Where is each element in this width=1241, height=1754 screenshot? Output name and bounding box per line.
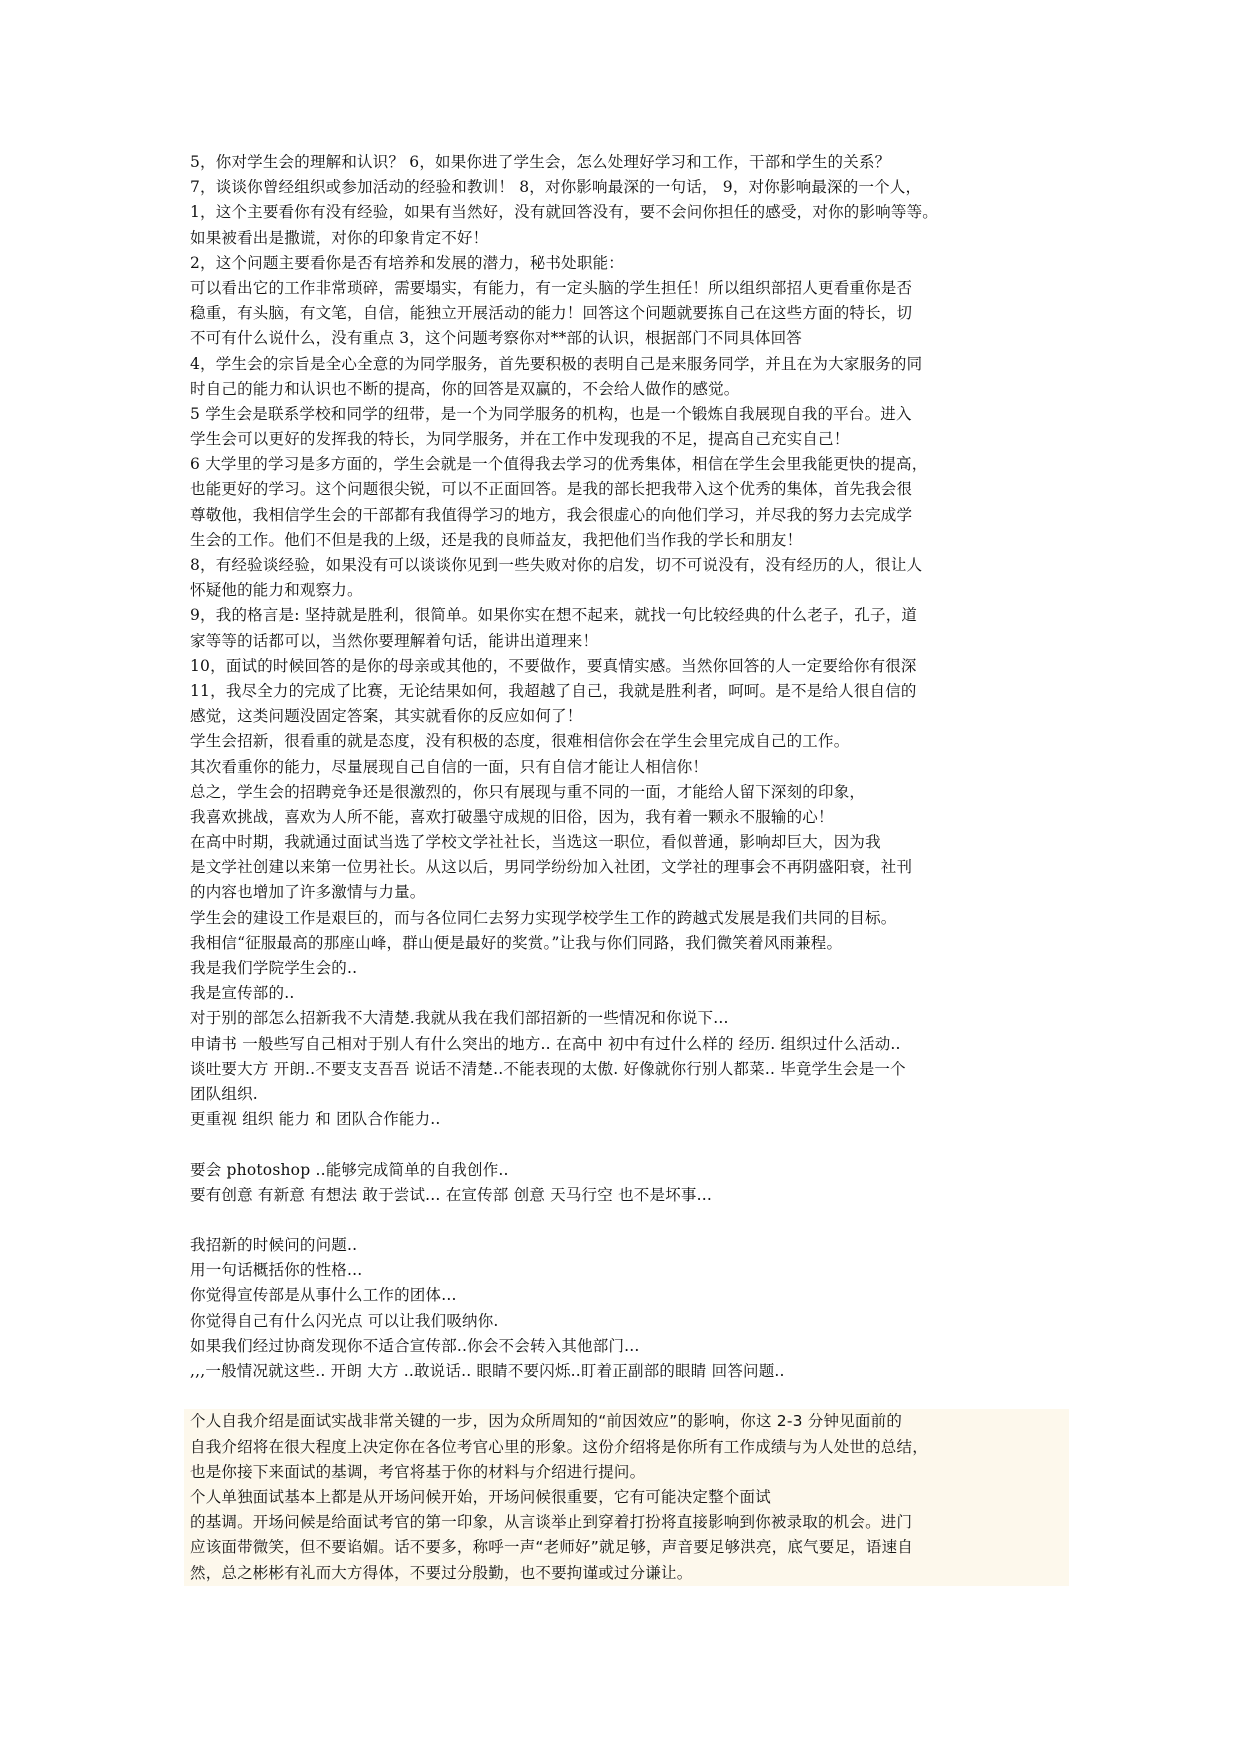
text-line: 我是宣传部的.. bbox=[190, 984, 295, 1003]
text-line: 如果被看出是撒谎，对你的印象肯定不好！ bbox=[190, 228, 489, 247]
text-line: ,,,一般情况就这些.. 开朗 大方 ..敢说话.. 眼睛不要闪烁..盯着正副部的眼睛 回答问题.. bbox=[190, 1362, 785, 1380]
text-line: 应该面带微笑，但不要谄媚。话不要多，称呼一声“老师好”就足够，声音要足够洪亮，底气要足，语速自 bbox=[190, 1538, 913, 1557]
text-line: 个人单独面试基本上都是从开场问候开始，开场问候很重要，它有可能决定整个面试 bbox=[190, 1487, 771, 1506]
text-line: 要有创意 有新意 有想法 敢于尝试... 在宣传部 创意 天马行空 也不是坏事... bbox=[190, 1185, 712, 1204]
text-line: 感觉，这类问题没固定答案，其实就看你的反应如何了！ bbox=[190, 707, 583, 726]
text-line: 9，我的格言是: 坚持就是胜利，很简单。如果你实在想不起来，就找一句比较经典的什么老子，孔子，道 bbox=[190, 606, 918, 625]
main-text bbox=[190, 150, 1075, 1409]
text-line: 用一句话概括你的性格... bbox=[190, 1261, 363, 1280]
text-line: 5，你对学生会的理解和认识？ 6，如果你进了学生会，怎么处理好学习和工作，干部和学生的关系？ bbox=[190, 153, 891, 171]
text-line: 的内容也增加了许多激情与力量。 bbox=[190, 883, 426, 902]
text-line: 团队组织. bbox=[190, 1084, 258, 1103]
text-line: 尊敬他，我相信学生会的干部都有我值得学习的地方，我会很虚心的向他们学习，并尽我的努力去完成学 bbox=[190, 505, 913, 524]
text-line: 学生会的建设工作是艰巨的，而与各位同仁去努力实现学校学生工作的跨越式发展是我们共同的目标。 bbox=[190, 908, 897, 927]
text-line: 我是我们学院学生会的.. bbox=[190, 959, 358, 977]
blank-line bbox=[190, 1132, 1075, 1157]
text-line: 总之，学生会的招聘竞争还是很激烈的，你只有展现与重不同的一面，才能给人留下深刻的印象， bbox=[190, 782, 866, 801]
text-line: 6 大学里的学习是多方面的，学生会就是一个值得我去学习的优秀集体，相信在学生会里我能更快的提高， bbox=[190, 455, 928, 474]
text-line: 1，这个主要看你有没有经验，如果有当然好，没有就回答没有，要不会问你担任的感受，对你的影响等等。 bbox=[190, 203, 938, 222]
highlighted-section bbox=[184, 1409, 1069, 1585]
text-line: 你觉得宣传部是从事什么工作的团体... bbox=[190, 1286, 457, 1305]
text-line: 学生会招新，很看重的就是态度，没有积极的态度，很难相信你会在学生会里完成自己的工作。 bbox=[190, 732, 850, 751]
text-line: 要会 photoshop ..能够完成简单的自我创作.. bbox=[190, 1160, 509, 1179]
text-line: 我招新的时候问的问题.. bbox=[190, 1236, 358, 1255]
text-line: 更重视 组织 能力 和 团队合作能力.. bbox=[190, 1110, 441, 1129]
text-line: 可以看出它的工作非常琐碎，需要塌实，有能力，有一定头脑的学生担任！所以组织部招人更看重你是否 bbox=[190, 278, 913, 297]
text-line: 家等等的话都可以，当然你要理解着句话，能讲出道理来！ bbox=[190, 631, 599, 650]
text-line: 谈吐要大方 开朗..不要支支吾吾 说话不清楚..不能表现的太傲. 好像就你行别人都菜.. 毕竟学生会是一个 bbox=[190, 1059, 906, 1078]
text-line: 10，面试的时候回答的是你的母亲或其他的，不要做作，要真情实感。当然你回答的人一定要给你有很深 bbox=[190, 656, 917, 675]
text-line: 学生会可以更好的发挥我的特长，为同学服务，并在工作中发现我的不足，提高自己充实自己！ bbox=[190, 430, 850, 449]
text-line: 我喜欢挑战，喜欢为人所不能，喜欢打破墨守成规的旧俗，因为，我有着一颗永不服输的心！ bbox=[190, 807, 834, 826]
text-line: 其次看重你的能力，尽量展现自己自信的一面，只有自信才能让人相信你！ bbox=[190, 757, 709, 776]
text-line: 的基调。开场问候是给面试考官的第一印象，从言谈举止到穿着打扮将直接影响到你被录取的机会。进门 bbox=[190, 1513, 913, 1532]
text-line: 稳重，有头脑，有文笔，自信，能独立开展活动的能力！回答这个问题就要拣自己在这些方面的特长，切 bbox=[190, 304, 913, 323]
text-line: 如果我们经过协商发现你不适合宣传部..你会不会转入其他部门... bbox=[190, 1336, 640, 1355]
text-line: 也是你接下来面试的基调，考官将基于你的材料与介绍进行提问。 bbox=[190, 1462, 646, 1481]
blank-line bbox=[190, 1208, 1075, 1233]
text-line: 生会的工作。他们不但是我的上级，还是我的良师益友，我把他们当作我的学长和朋友！ bbox=[190, 530, 803, 549]
text-line: 不可有什么说什么，没有重点 3，这个问题考察你对**部的认识，根据部门不同具体回答 bbox=[190, 329, 802, 348]
text-line: 你觉得自己有什么闪光点 可以让我们吸纳你. bbox=[190, 1311, 499, 1330]
text-line: 自我介绍将在很大程度上决定你在各位考官心里的形象。这份介绍将是你所有工作成绩与为人处世的总结， bbox=[190, 1437, 928, 1456]
text-line: 对于别的部怎么招新我不大清楚.我就从我在我们部招新的一些情况和你说下... bbox=[190, 1009, 729, 1028]
blank-line bbox=[190, 1384, 1075, 1409]
text-line: 8，有经验谈经验，如果没有可以谈谈你见到一些失败对你的启发，切不可说没有，没有经历的人，很让人 bbox=[190, 556, 923, 574]
text-line: 5 学生会是联系学校和同学的纽带，是一个为同学服务的机构，也是一个锻炼自我展现自我的平台。进入 bbox=[190, 404, 912, 423]
text-line: 11，我尽全力的完成了比赛，无论结果如何，我超越了自己，我就是胜利者，呵呵。是不是给人很自信的 bbox=[190, 681, 917, 700]
text-line: 7，谈谈你曾经组织或参加活动的经验和教训！ 8，对你影响最深的一句话， 9，对你影响最深的一个人， bbox=[190, 178, 922, 197]
text-line: 也能更好的学习。这个问题很尖锐，可以不正面回答。是我的部长把我带入这个优秀的集体，首先我会很 bbox=[190, 480, 913, 499]
document-body bbox=[190, 150, 1075, 1586]
text-line: 在高中时期，我就通过面试当选了学校文学社社长，当选这一职位，看似普通，影响却巨大，因为我 bbox=[190, 833, 881, 852]
text-line: 个人自我介绍是面试实战非常关键的一步，因为众所周知的“前因效应”的影响，你这 2-3 分钟见面前的 bbox=[190, 1412, 903, 1431]
text-line: 是文学社创建以来第一位男社长。从这以后，男同学纷纷加入社团，文学社的理事会不再阴盛阳衰，社刊 bbox=[190, 858, 913, 877]
text-line: 4，学生会的宗旨是全心全意的为同学服务，首先要积极的表明自己是来服务同学，并且在为大家服务的同 bbox=[190, 354, 923, 373]
text-line: 2，这个问题主要看你是否有培养和发展的潜力，秘书处职能： bbox=[190, 253, 624, 272]
text-line: 时自己的能力和认识也不断的提高，你的回答是双赢的，不会给人做作的感觉。 bbox=[190, 379, 740, 398]
text-line: 申请书 一般些写自己相对于别人有什么突出的地方.. 在高中 初中有过什么样的 经历. 组织过什么活动.. bbox=[190, 1034, 901, 1053]
text-line: 怀疑他的能力和观察力。 bbox=[190, 581, 363, 600]
text-line: 我相信“征服最高的那座山峰，群山便是最好的奖赏。”让我与你们同路，我们微笑着风雨兼程。 bbox=[190, 933, 843, 952]
text-line: 然，总之彬彬有礼而大方得体，不要过分殷勤，也不要拘谨或过分谦让。 bbox=[190, 1563, 693, 1582]
